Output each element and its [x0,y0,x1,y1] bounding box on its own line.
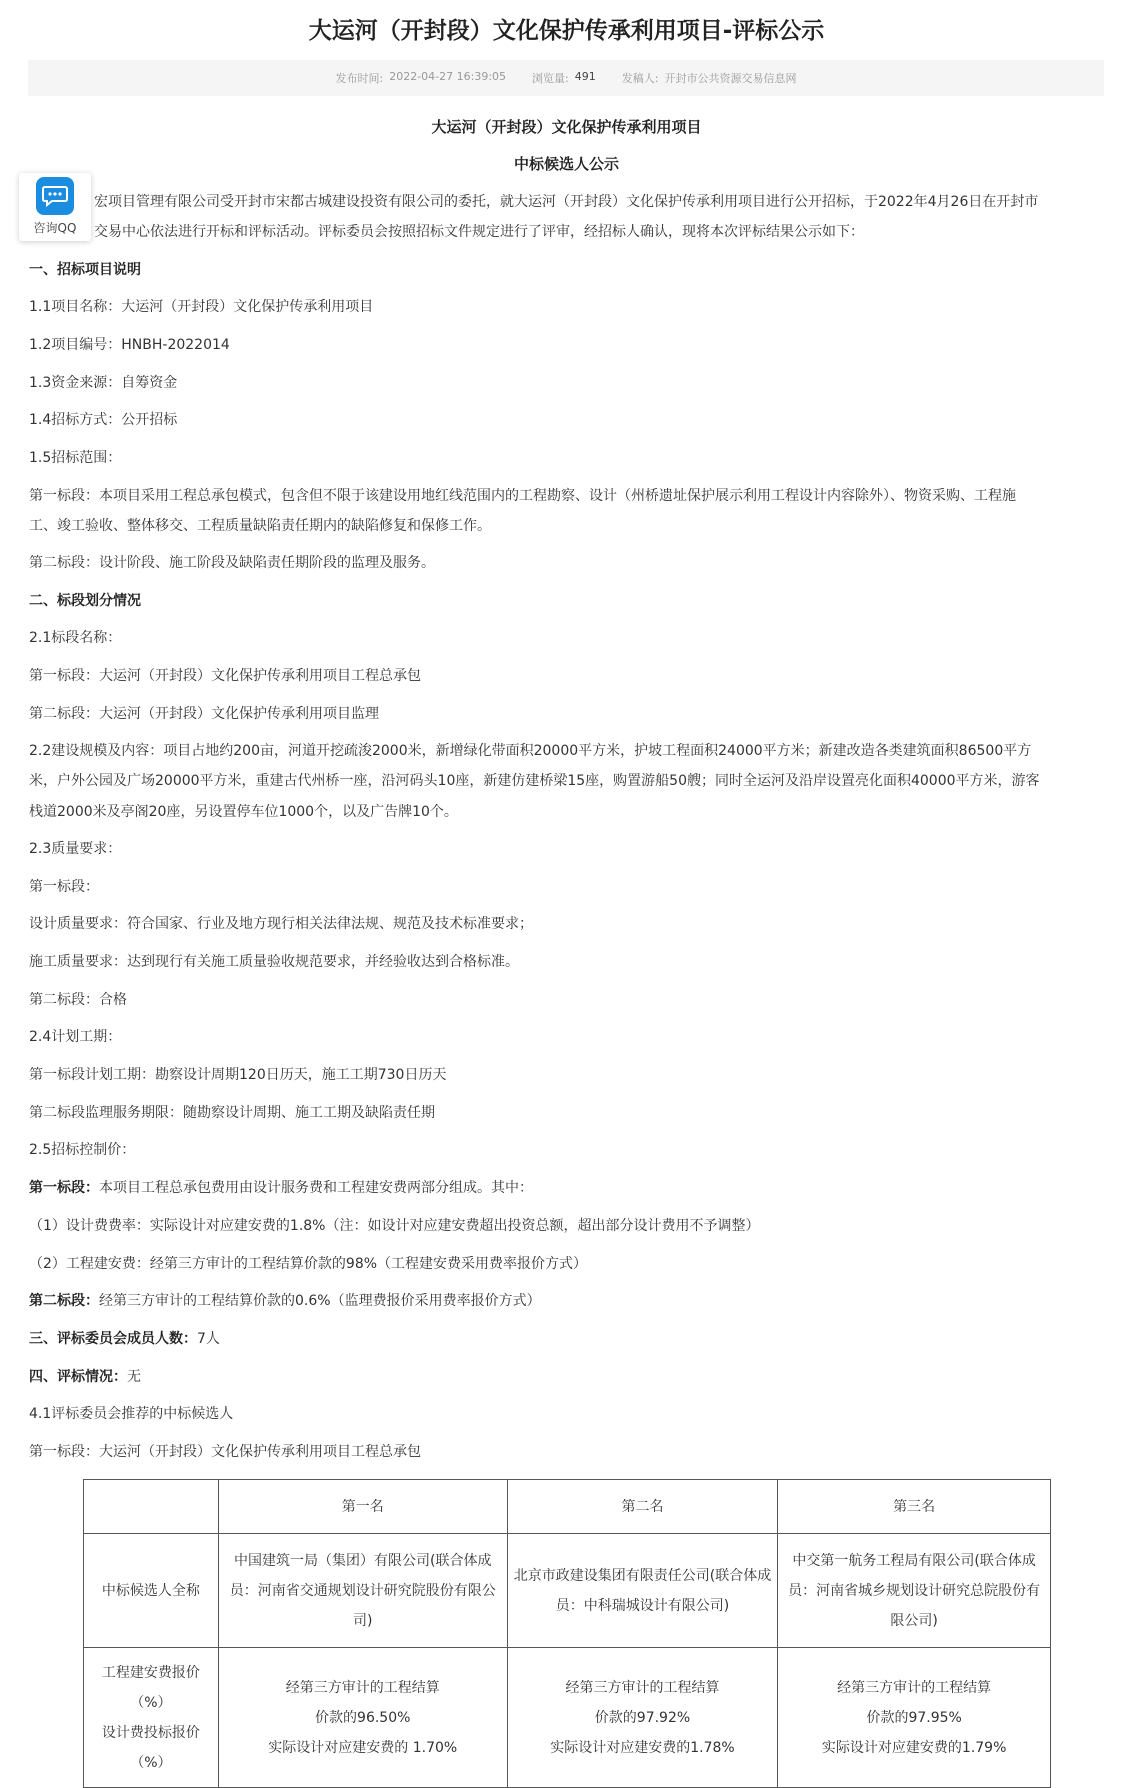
section-4 [29,1366,1104,1386]
section-2-heading: 二、标段划分情况 [29,593,141,609]
intro-line-1: 宏项目管理有限公司受开封市宋都古城建设投资有限公司的委托，就大运河（开封段）文化保护传承利用项目进行公开招标，于2022年4月26日在开封市 [94,194,1039,210]
scale-line-3: 栈道2000米及亭阁20座，另设置停车位1000个，以及广告牌10个。 [29,804,458,820]
chat-bubble-icon [36,177,74,215]
price-lot2 [29,1290,1104,1310]
quality-build: 施工质量要求：达到现行有关施工质量验收规范要求，并经验收达到合格标准。 [29,954,519,970]
table-header-cell: 第二名 [507,1480,778,1534]
author-value: 开封市公共资源交易信息网 [664,72,797,85]
recommend-lot1: 第一标段：大运河（开封段）文化保护传承利用项目工程总承包 [29,1444,421,1460]
row-label-name: 中标候选人全称 [84,1534,219,1648]
lot-names: 2.1标段名称： [29,630,122,646]
table-header-row [84,1480,1051,1534]
committee-size: 7人 [197,1331,220,1347]
doc-title: 大运河（开封段）文化保护传承利用项目 [431,118,702,136]
evaluation-status: 无 [127,1369,141,1385]
period-heading: 2.4计划工期： [29,1029,122,1045]
tender-scope: 1.5招标范围： [29,450,122,466]
candidate-1-name: 中国建筑一局（集团）有限公司(联合体成员：河南省交通规划设计研究院股份有限公司) [218,1534,507,1648]
price-lot1-label: 第一标段： [29,1180,99,1196]
quality-lot1: 第一标段： [29,879,99,895]
section-3 [29,1328,1104,1348]
price-text: 实际设计对应建安费的1.79% [821,1739,1007,1756]
publish-label: 发布时间: [335,72,384,85]
price-lot2-text: 经第三方审计的工程结算价款的0.6%（监理费报价采用费率报价方式） [99,1293,541,1309]
price-text: 实际设计对应建安费的 1.70% [268,1739,458,1756]
publish-value: 2022-04-27 16:39:05 [389,70,507,83]
quality-heading: 2.3质量要求： [29,841,122,857]
author-label: 发稿人: [621,72,659,85]
price-lot1-text: 本项目工程总承包费用由设计服务费和工程建安费两部分组成。其中： [99,1180,533,1196]
candidate-2-name: 北京市政建设集团有限责任公司(联合体成员：中科瑞城设计有限公司) [507,1534,778,1648]
price-heading: 2.5招标控制价： [29,1142,136,1158]
scope-lot1-line-2: 工、竣工验收、整体移交、工程质量缺陷责任期内的缺陷修复和保修工作。 [29,518,491,534]
qq-label: 咨询QQ [33,221,77,235]
period-lot2: 第二标段监理服务期限：随勘察设计周期、施工工期及缺陷责任期 [29,1105,435,1121]
lot2-name: 第二标段：大运河（开封段）文化保护传承利用项目监理 [29,706,379,722]
price-text: 价款的97.95% [866,1709,962,1726]
section-4-heading: 四、评标情况： [29,1369,127,1385]
price-text: 经第三方审计的工程结算 [837,1679,992,1696]
scale-line-2: 米，户外公园及广场20000平方米，重建古代州桥一座，沿河码头10座，新建仿建桥梁15座，购置游船50艘；同时全运河及沿岸设置亮化面积40000平方米，游客 [29,773,1040,789]
page-title: 大运河（开封段）文化保护传承利用项目-评标公示 [308,18,825,44]
lot1-name: 第一标段：大运河（开封段）文化保护传承利用项目工程总承包 [29,668,421,684]
views-label: 浏览量: [532,72,569,85]
price-lot1 [29,1177,1104,1197]
scale-line-1: 2.2建设规模及内容：项目占地约200亩，河道开挖疏浚2000米，新增绿化带面积20000平方米，护坡工程面积24000平方米；新建改造各类建筑面积86500平方 [29,743,1032,759]
row-label-design-fee: 设计费投标报价（%） [101,1724,200,1771]
section-3-heading: 三、评标委员会成员人数： [29,1331,197,1347]
price-text: 经第三方审计的工程结算 [285,1679,440,1696]
price-text: 实际设计对应建安费的1.78% [550,1739,735,1756]
recommend-heading: 4.1评标委员会推荐的中标候选人 [29,1406,234,1422]
price-text: 经第三方审计的工程结算 [565,1679,720,1696]
fund-source: 1.3资金来源：自筹资金 [29,375,178,391]
view-count [532,70,596,86]
views-value: 491 [574,70,596,83]
table-header-cell: 第一名 [218,1480,507,1534]
doc-subtitle: 中标候选人公示 [513,155,619,173]
tender-method: 1.4招标方式：公开招标 [29,412,178,428]
table-header-cell [84,1480,219,1534]
table-row [84,1534,1051,1648]
intro-line-2: 交易中心依法进行开标和评标活动。评标委员会按照招标文件规定进行了评审，经招标人确认，现将本次评标结果公示如下： [94,224,864,240]
table-header-cell: 第三名 [778,1480,1051,1534]
meta-bar [28,60,1104,96]
project-name: 1.1项目名称：大运河（开封段）文化保护传承利用项目 [29,299,374,315]
price-design-rate: （1）设计费费率：实际设计对应建安费的1.8%（注：如设计对应建安费超出投资总额，超出部分设计费用不予调整） [29,1218,760,1234]
quality-design: 设计质量要求：符合国家、行业及地方现行相关法律法规、规范及技术标准要求； [29,916,533,932]
period-lot1: 第一标段计划工期：勘察设计周期120日历天，施工工期730日历天 [29,1067,447,1083]
price-lot2-label: 第二标段： [29,1293,99,1309]
candidates-table [83,1479,1051,1788]
row-label-build-fee: 工程建安费报价（%） [101,1664,200,1711]
price-text: 价款的96.50% [315,1709,411,1726]
price-build-fee: （2）工程建安费：经第三方审计的工程结算价款的98%（工程建安费采用费率报价方式） [29,1256,588,1272]
quality-lot2: 第二标段：合格 [29,992,127,1008]
scope-lot1-line-1: 第一标段：本项目采用工程总承包模式，包含但不限于该建设用地红线范围内的工程勘察、设计（州桥遗址保护展示利用工程设计内容除外）、物资采购、工程施 [29,488,1016,504]
scope-lot2: 第二标段：设计阶段、施工阶段及缺陷责任期阶段的监理及服务。 [29,555,435,571]
author [622,70,797,86]
project-code: 1.2项目编号：HNBH-2022014 [29,337,230,353]
qq-consult-button[interactable] [19,173,91,241]
price-text: 价款的97.92% [594,1709,691,1726]
section-1-heading: 一、招标项目说明 [29,262,141,278]
publish-time [336,70,507,86]
candidate-3-name: 中交第一航务工程局有限公司(联合体成员：河南省城乡规划设计研究总院股份有限公司) [778,1534,1051,1648]
